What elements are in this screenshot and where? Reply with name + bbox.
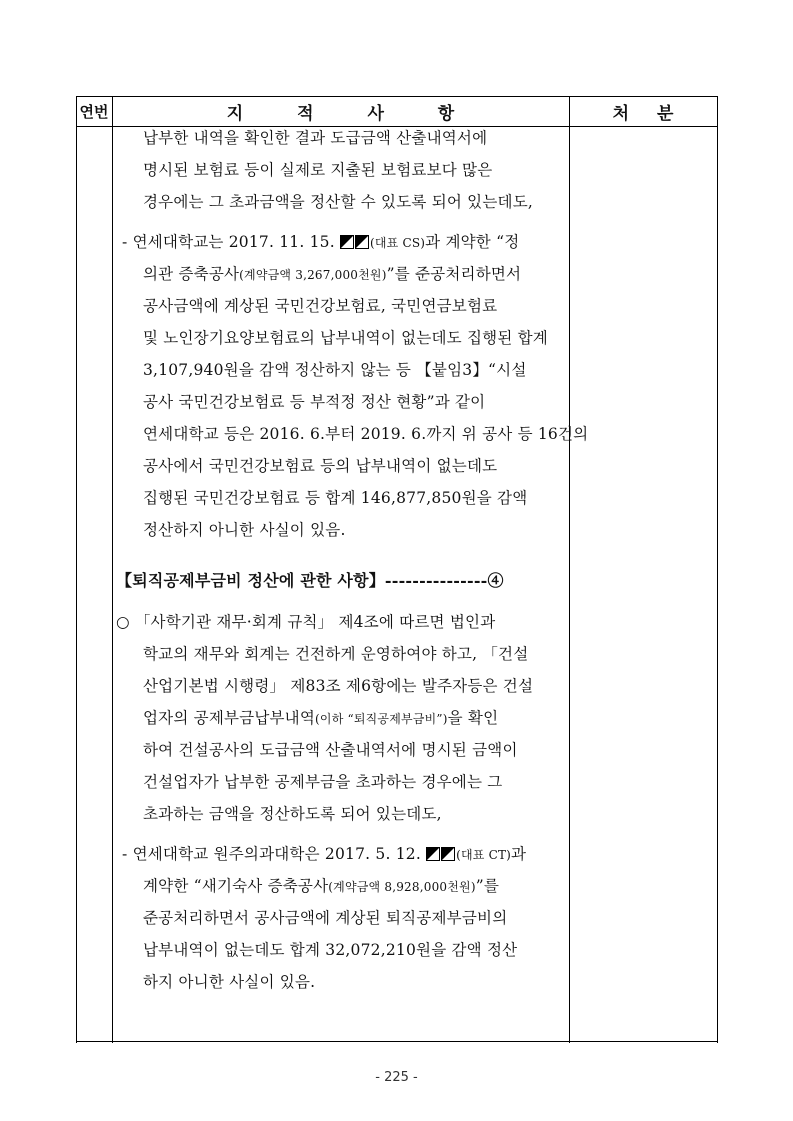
case1-line-9: 집행된 국민건강보험료 등 합계 146,877,850원을 감액 [143,489,528,507]
rule-line-4-prefix: 업자의 공제부금납부내역 [143,709,316,727]
page-number: - 225 - [375,1070,418,1085]
case1-line-1 [122,230,519,252]
rule-line-3: 산업기본법 시행령」 제83조 제6항에는 발주자등은 건설 [143,677,534,695]
table-left-border [76,96,77,1043]
section-title: 【퇴직공제부금비 정산에 관한 사항】---------------④ [116,571,504,590]
rule-line-4-note: (이하 “퇴직공제부금비”) [315,712,448,726]
case1-line-5: 3,107,940원을 감액 정산하지 않는 등 【붙임3】“시설 [143,361,527,379]
masked-company-name-icon [340,235,354,249]
rule-line-4 [143,706,498,728]
rule-line-2: 학교의 재무와 회계는 건전하게 운영하여야 하고, 「건설 [143,645,529,663]
intro-line-2: 명시된 보험료 등이 실제로 지출된 보험료보다 많은 [143,161,493,179]
header-findings: 지 적 사 항 [226,103,455,124]
rule-line-4-suffix: 을 확인 [447,709,499,727]
case1-line-1-suffix: 과 계약한 “정 [425,233,520,251]
case2-line-1-suffix: 과 [511,845,527,863]
case2-line-4: 납부내역이 없는데도 합계 32,072,210원을 감액 정산 [143,941,518,959]
case1-line-7: 연세대학교 등은 2016. 6.부터 2019. 6.까지 위 공사 등 16건의 [143,425,589,443]
case2-line-2-suffix: ”를 [475,877,500,895]
case2-project-name: 계약한 “새기숙사 증축공사 [143,877,329,895]
header-action: 처 분 [612,103,674,124]
rule-line-7: 초과하는 금액을 정산하도록 되어 있는데도, [143,805,442,823]
masked-company-name-icon [441,847,455,861]
case1-line-3: 공사금액에 계상된 국민건강보험료, 국민연금보험료 [143,297,498,315]
rule-line-1: ○ 「사학기관 재무·회계 규칙」 제4조에 따르면 법인과 [116,613,496,631]
case1-contract-amount: (계약금액 3,267,000천원) [239,268,387,282]
case1-line-2 [143,262,521,284]
inspection-table [76,96,718,1043]
intro-line-3: 경우에는 그 초과금액을 정산할 수 있도록 되어 있는데도, [143,193,533,211]
case2-line-1 [122,842,526,864]
case1-line-2-suffix: ”를 준공처리하면서 [386,265,522,283]
case2-line-5: 하지 아니한 사실이 있음. [143,973,316,991]
case1-line-1-prefix: - 연세대학교는 2017. 11. 15. [122,233,340,251]
masked-company-name-icon [355,235,369,249]
case2-line-1-prefix: - 연세대학교 원주의과대학은 2017. 5. 12. [122,845,427,863]
header-no: 연번 [79,102,109,121]
case1-line-6: 공사 국민건강보험료 등 부적정 정산 현황”과 같이 [143,393,486,411]
column-divider-action [569,96,570,1043]
case1-line-10: 정산하지 아니한 사실이 있음. [143,521,346,539]
case1-rep-label: (대표 CS) [369,236,426,250]
column-divider-no [112,96,113,1043]
table-right-border [717,96,718,1043]
rule-line-6: 건설업자가 납부한 공제부금을 초과하는 경우에는 그 [143,773,503,791]
case2-contract-amount: (계약금액 8,928,000천원) [328,880,476,894]
case2-line-3: 준공처리하면서 공사금액에 계상된 퇴직공제부금비의 [143,909,508,927]
case1-line-8: 공사에서 국민건강보험료 등의 납부내역이 없는데도 [143,457,498,475]
case2-rep-label: (대표 CT) [456,848,512,862]
case1-line-4: 및 노인장기요양보험료의 납부내역이 없는데도 집행된 합계 [143,329,548,347]
table-bottom-border [76,1041,718,1042]
case2-line-2 [143,874,499,896]
case1-project-name: 의관 증축공사 [143,265,240,283]
masked-company-name-icon [426,847,440,861]
rule-line-5: 하여 건설공사의 도급금액 산출내역서에 명시된 금액이 [143,741,518,759]
intro-line-1: 납부한 내역을 확인한 결과 도급금액 산출내역서에 [143,129,488,147]
